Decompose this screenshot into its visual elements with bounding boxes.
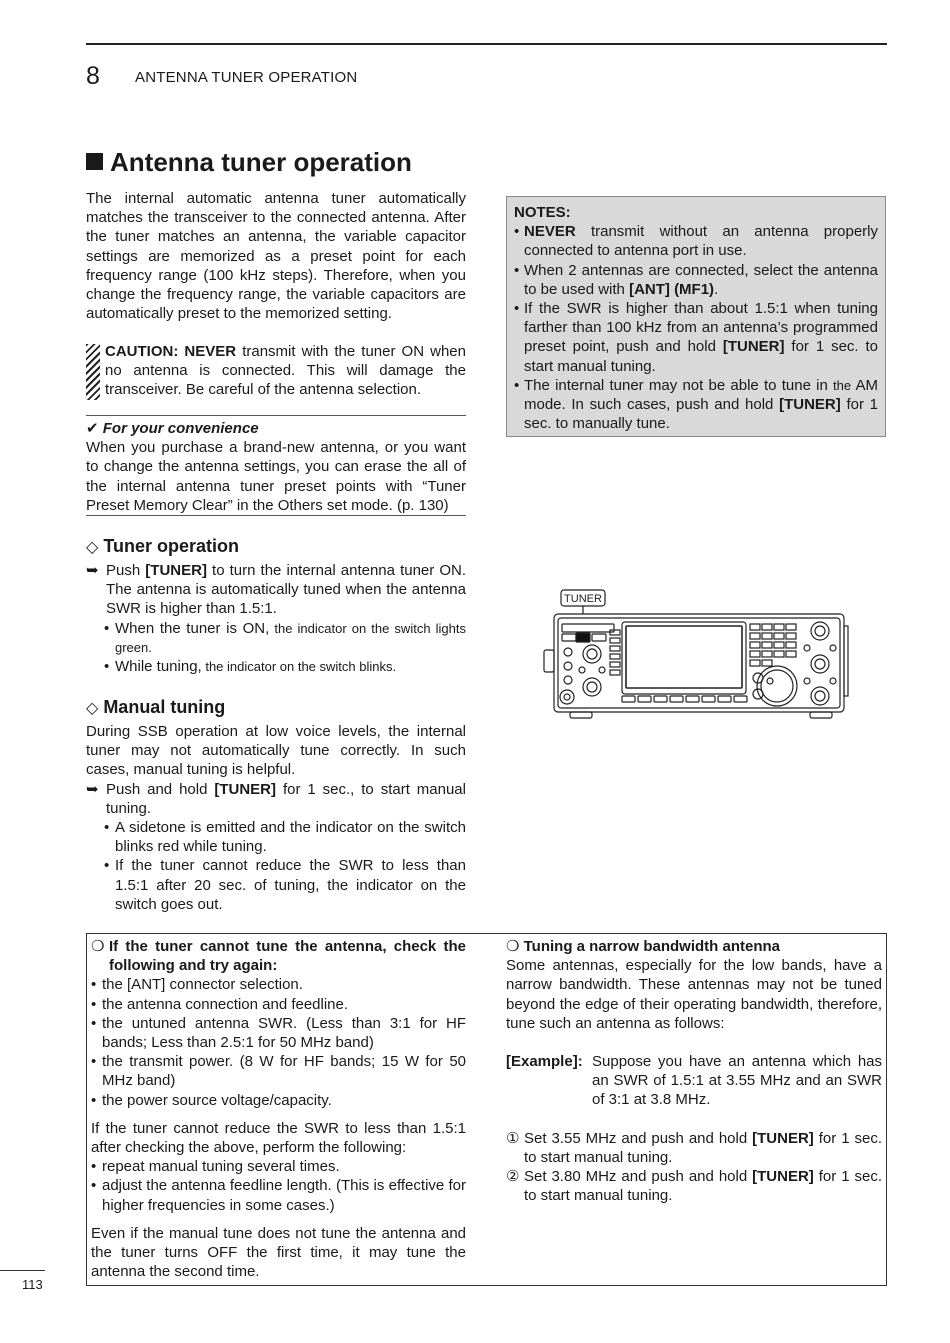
caution-body: transmit with the tuner ON when no antenna is connected. This will damage the transceiver. Be careful of the antenna selection. bbox=[105, 343, 466, 399]
list-item: • While tuning, the indicator on the switch blinks. bbox=[104, 658, 397, 676]
note-text: AM mode. In such cases, push and hold bbox=[524, 376, 878, 414]
tuner-key-label: [TUNER] bbox=[752, 1129, 814, 1147]
section-title bbox=[86, 146, 412, 178]
manual-tuning-heading bbox=[86, 696, 225, 720]
narrow-bandwidth-intro: Some antennas, especially for the low bands, have a narrow bandwidth. These antennas may not be tuned beyond the edge of their operating bandwidth, therefore, tune such an antenna as follows: bbox=[506, 957, 882, 1032]
note-bold: [ANT] (MF1) bbox=[629, 280, 715, 298]
list-item bbox=[506, 1129, 882, 1167]
list-item: • repeat manual tuning several times. bbox=[91, 1158, 340, 1176]
note-item: • When 2 antennas are connected, select the antenna to be used with [ANT] (MF1). bbox=[514, 261, 878, 298]
bullet-small: the indicator on the switch lights green. bbox=[115, 620, 466, 655]
arrow-icon: ➥ bbox=[86, 562, 99, 579]
after-check-paragraph: If the tuner cannot reduce the SWR to less than 1.5:1 after checking the above, perform the following: bbox=[91, 1119, 466, 1157]
tuner-key-label: [TUNER] bbox=[752, 1168, 814, 1186]
note-text: When 2 antennas are connected, select the antenna to be used with bbox=[524, 261, 878, 298]
header-rule bbox=[86, 43, 887, 45]
tuner-operation-title: Tuner operation bbox=[103, 536, 239, 556]
tuner-push-step bbox=[86, 561, 466, 619]
list-item: • adjust the antenna feedline length. (This is effective for higher frequencies in some cases.) bbox=[91, 1177, 466, 1214]
check-item: the antenna connection and feedline. bbox=[102, 995, 349, 1013]
warning-hatch-icon bbox=[86, 344, 100, 400]
step-text: Push bbox=[106, 562, 146, 579]
page-number: 113 bbox=[22, 1277, 43, 1292]
example-block bbox=[506, 1052, 882, 1110]
manual-tuning-intro: During SSB operation at low voice levels, the internal tuner may not automatically tune correctly. In such cases, manual tuning is helpful. bbox=[86, 723, 466, 779]
caution-label: CAUTION: bbox=[105, 343, 179, 360]
note-bold: NEVER bbox=[524, 223, 576, 241]
note-item: • If the SWR is higher than about 1.5:1 when tuning farther than 100 kHz from an antenna’s programmed preset point, push and hold [TUNER] for 1 sec. to start manual tuning. bbox=[514, 300, 878, 375]
manual-tuning-title: Manual tuning bbox=[103, 697, 226, 717]
tuner-operation-heading bbox=[86, 535, 239, 559]
list-item: • When the tuner is ON, the indicator on the switch lights green. bbox=[104, 619, 466, 655]
second-time-paragraph: Even if the manual tune does not tune the antenna and the tuner turns OFF the first time, it may tune the antenna the second time. bbox=[91, 1224, 466, 1281]
tuner-callout-label: TUNER bbox=[564, 593, 602, 605]
notes-title: NOTES: bbox=[514, 204, 571, 221]
list-item: • the [ANT] connector selection. bbox=[91, 976, 303, 994]
step-text: Push and hold bbox=[106, 780, 215, 798]
note-text: If the SWR is higher than about 1.5:1 when tuning farther than 100 kHz from an antenna’s programmed preset point, push and hold bbox=[524, 300, 878, 356]
check-icon: ✔ bbox=[86, 420, 99, 437]
check-item: the untuned antenna SWR. (Less than 3:1 for HF bands; Less than 2.5:1 for 50 MHz band) bbox=[102, 1014, 466, 1052]
divider bbox=[86, 415, 466, 416]
list-item: • A sidetone is emitted and the indicator on the switch blinks red while tuning. bbox=[104, 819, 466, 856]
arrow-icon: ➥ bbox=[86, 780, 99, 798]
caution-never: NEVER bbox=[184, 343, 237, 360]
check-item: the [ANT] connector selection. bbox=[102, 976, 303, 994]
cannot-tune-title bbox=[91, 937, 466, 975]
note-text: transmit without an antenna properly connected to antenna port in use. bbox=[524, 223, 878, 260]
divider bbox=[86, 515, 466, 516]
narrow-bandwidth-title bbox=[506, 937, 882, 956]
note-bold: [TUNER] bbox=[779, 396, 841, 414]
circle-bullet-icon: ❍ bbox=[91, 938, 105, 955]
steps-list bbox=[506, 1129, 882, 1206]
note-tail: . bbox=[714, 280, 719, 298]
note-item: • NEVER transmit without an antenna properly connected to antenna port in use. bbox=[514, 223, 878, 260]
example-label: [Example]: bbox=[506, 1053, 583, 1071]
narrow-bandwidth-title-text: Tuning a narrow bandwidth antenna bbox=[523, 938, 781, 955]
list-item: • the untuned antenna SWR. (Less than 3:1 for HF bands; Less than 2.5:1 for 50 MHz band) bbox=[91, 1014, 466, 1052]
convenience-title-text: For your convenience bbox=[102, 420, 259, 437]
circle-bullet-icon: ❍ bbox=[506, 938, 520, 955]
check-item: the transmit power. (8 W for HF bands; 15 W for 50 MHz band) bbox=[102, 1053, 466, 1090]
section-title-text: Antenna tuner operation bbox=[110, 147, 412, 177]
action-item: adjust the antenna feedline length. (This is effective for higher frequencies in some cases.) bbox=[102, 1177, 466, 1214]
cannot-tune-title-text: If the tuner cannot tune the antenna, check the following and try again: bbox=[109, 938, 466, 975]
narrow-bandwidth-section bbox=[506, 937, 882, 1205]
tuner-key-label: [TUNER] bbox=[145, 562, 207, 579]
manual-tuning-body bbox=[86, 722, 466, 914]
chapter-number: 8 bbox=[86, 62, 100, 90]
bullet-text: If the tuner cannot reduce the SWR to less than 1.5:1 after 20 sec. of tuning, the indicator on the switch goes out. bbox=[115, 857, 466, 913]
convenience-title bbox=[86, 419, 466, 438]
step-text: to turn the internal antenna tuner ON. The antenna is automatically tuned when the antenna SWR is higher than 1.5:1. bbox=[106, 562, 467, 618]
tuner-operation-body bbox=[86, 561, 466, 676]
manual-push-step bbox=[86, 780, 466, 818]
list-item: • the transmit power. (8 W for HF bands; 15 W for 50 MHz band) bbox=[91, 1053, 466, 1090]
page-number-rule bbox=[0, 1270, 45, 1271]
convenience-block bbox=[86, 419, 466, 515]
caution-text bbox=[105, 342, 466, 400]
step-text: for 1 sec. to start manual tuning. bbox=[524, 1129, 883, 1166]
bullet-main: When the tuner is ON, bbox=[115, 619, 270, 637]
action-item: repeat manual tuning several times. bbox=[102, 1158, 340, 1176]
convenience-text: When you purchase a brand-new antenna, or you want to change the antenna settings, you can erase the all of the internal antenna tuner preset points with “Tuner Preset Memory Clear” in the Others set mode. (p. 130) bbox=[86, 439, 466, 514]
list-item bbox=[506, 1167, 882, 1205]
list-item: • the power source voltage/capacity. bbox=[91, 1091, 332, 1109]
bullet-small: the indicator on the switch blinks. bbox=[201, 659, 397, 675]
step-number-icon: ② bbox=[506, 1168, 520, 1186]
notes-box bbox=[506, 196, 886, 437]
caution-block bbox=[86, 342, 466, 400]
square-bullet-icon bbox=[86, 153, 103, 170]
check-item: the power source voltage/capacity. bbox=[102, 1091, 332, 1109]
diamond-icon: ◇ bbox=[86, 539, 99, 556]
cannot-tune-section bbox=[91, 937, 466, 1281]
intro-paragraph: The internal automatic antenna tuner automatically matches the transceiver to the connected antenna. After the tuner matches an antenna, the variable capacitor settings are memorized as a preset point for each frequency range (100 kHz steps). Therefore, when you change the frequency range, the variable capacitors are automatically preset to the memorized setting. bbox=[86, 190, 466, 323]
step-text: Set 3.55 MHz and push and hold bbox=[524, 1129, 753, 1147]
transceiver-front-panel-illustration bbox=[540, 586, 856, 722]
example-text: Suppose you have an antenna which has an SWR of 1.5:1 at 3.55 MHz and an SWR of 3:1 at 3.8 MHz. bbox=[592, 1053, 882, 1109]
note-bold: [TUNER] bbox=[722, 338, 785, 356]
note-text: The internal tuner may not be able to tune in bbox=[524, 376, 834, 394]
note-small: the bbox=[833, 377, 852, 393]
tuner-key-label: [TUNER] bbox=[214, 780, 277, 798]
list-item: • the antenna connection and feedline. bbox=[91, 995, 349, 1013]
step-text: for 1 sec. to start manual tuning. bbox=[524, 1168, 883, 1205]
step-text: Set 3.80 MHz and push and hold bbox=[524, 1168, 753, 1186]
note-tail: for 1 sec. to manually tune. bbox=[524, 396, 878, 433]
list-item: • If the tuner cannot reduce the SWR to less than 1.5:1 after 20 sec. of tuning, the indicator on the switch goes out. bbox=[104, 857, 466, 913]
bullet-main: While tuning, bbox=[115, 658, 202, 676]
step-number-icon: ① bbox=[506, 1129, 520, 1147]
step-text: for 1 sec., to start manual tuning. bbox=[106, 780, 466, 817]
note-tail: for 1 sec. to start manual tuning. bbox=[524, 338, 878, 375]
bullet-text: A sidetone is emitted and the indicator on the switch blinks red while tuning. bbox=[115, 819, 466, 856]
note-item: • The internal tuner may not be able to tune in the AM mode. In such cases, push and hold [TUNER] for 1 sec. to manually tune. bbox=[514, 376, 878, 433]
diamond-icon: ◇ bbox=[86, 700, 99, 717]
chapter-title: ANTENNA TUNER OPERATION bbox=[135, 69, 358, 86]
tuner-button-indicator bbox=[576, 633, 590, 642]
